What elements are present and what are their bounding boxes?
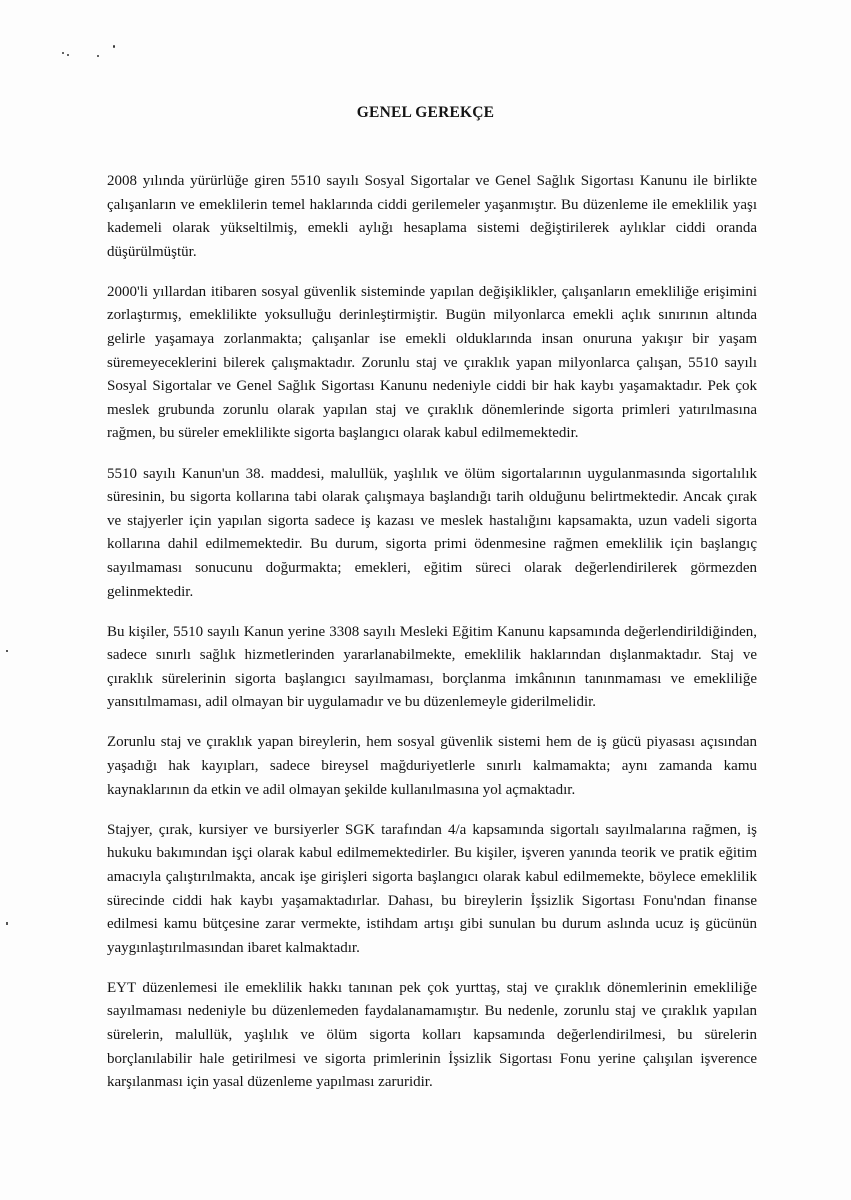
paragraph: 2008 yılında yürürlüğe giren 5510 sayılı Sosyal Sigortalar ve Genel Sağlık Sigortası Kanunu ile birlikte çalışanların ve emeklilerin temel haklarında ciddi gerilemeler yaşanmıştır. Bu düzenleme ile emeklilik yaşı kademeli olarak yükseltilmiş, emekli aylığı hesaplama sistemi değiştirilerek aylıklar ciddi oranda düşürülmüştür.	[107, 173, 757, 260]
paragraph: 2000'li yıllardan itibaren sosyal güvenlik sisteminde yapılan değişiklikler, çalışanların emekliliğe erişimini zorlaştırmış, emeklilikte yoksulluğu derinleştirmiştir. Bugün milyonlarca emekli açlık sınırının altında gelirle yaşamaya zorlanmakta; çalışanlar ise emekli olduklarında insan onuruna yakışır bir yaşam süremeyeceklerini bilerek çalışmaktadır. Zorunlu staj ve çıraklık yapan milyonlarca çalışan, 5510 sayılı Sosyal Sigortalar ve Genel Sağlık Sigortası Kanunu nedeniyle ciddi bir hak kaybı yaşamaktadır. Pek çok meslek grubunda zorunlu olarak yapılan staj ve çıraklık dönemlerinde sigorta primleri yatırılmasına rağmen, bu süreler emeklilikte sigorta başlangıcı olarak kabul edilmemektedir.	[107, 283, 757, 442]
paragraph: Zorunlu staj ve çıraklık yapan bireylerin, hem sosyal güvenlik sistemi hem de iş gücü piyasası açısından yaşadığı hak kayıpları, sadece bireysel mağduriyetlerle sınırlı kalmamakta; aynı zamanda kamu kaynaklarının da etkin ve adil olmayan şekilde kullanılmasına yol açmaktadır.	[107, 734, 757, 798]
paragraph: 5510 sayılı Kanun'un 38. maddesi, malullük, yaşlılık ve ölüm sigortalarının uygulanmasında sigortalılık süresinin, bu sigorta kollarına tabi olarak çalışmaya başlandığı tarih olduğunu belirtmektedir. Ancak çırak ve stajyerler için yapılan sigorta sadece iş kazası ve meslek hastalığını kapsamakta, uzun vadeli sigorta kollarına dahil edilmemektedir. Bu durum, sigorta primi ödenmesine rağmen emeklilik için başlangıç sayılmaması sonucunu doğurmakta; emekleri, eğitim süreci olarak değerlendirilerek görmezden gelinmektedir.	[107, 465, 757, 600]
document-title: GENEL GEREKÇE	[356, 104, 495, 121]
scan-artifacts	[62, 42, 132, 62]
paragraph: EYT düzenlemesi ile emeklilik hakkı tanınan pek çok yurttaş, staj ve çıraklık dönemlerinin emekliliğe sayılmaması nedeniyle bu düzenlemeden faydalanamamıştır. Bu nedenle, zorunlu staj ve çıraklık yapılan sürelerin, malullük, yaşlılık ve ölüm sigorta kolları kapsamında değerlendirilmesi, bu sürelerin borçlanılabilir hale getirilmesi ve sigorta primlerinin İşsizlik Sigortası Fonu yerine çalışılan işverence karşılanması için yasal düzenleme yapılması zaruridir.	[107, 979, 757, 1091]
paragraph: Bu kişiler, 5510 sayılı Kanun yerine 3308 sayılı Mesleki Eğitim Kanunu kapsamında değerlendirildiğinden, sadece sınırlı sağlık hizmetlerinden yararlanabilmekte, emeklilik haklarından dışlanmaktadır. Staj ve çıraklık sürelerinin sigorta başlangıcı sayılmaması, borçlanma imkânının tanınmaması ve emekliliğe yansıtılmaması, adil olmayan bir uygulamadır ve bu düzenlemeyle giderilmelidir.	[107, 623, 757, 711]
scan-edge-mark	[6, 650, 8, 652]
document-body	[107, 170, 757, 1111]
paragraph: Stajyer, çırak, kursiyer ve bursiyerler SGK tarafından 4/a kapsamında sigortalı sayılmalarına rağmen, iş hukuku bakımından işçi olarak kabul edilmemektedirler. Bu kişiler, işveren yanında teorik ve pratik eğitim amacıyla çalıştırılmakta, ancak işe girişleri sigorta başlangıcı olarak kabul edilmemekte, böylece emeklilik sürecinde ciddi hak kaybı yaşamaktadırlar. Dahası, bu bireylerin İşsizlik Sigortası Fonu'ndan finanse edilmesi kamu bütçesine zarar vermekte, istihdam artışı gibi sunulan bu durum aslında ucuz iş gücünün yaygınlaştırılmasından ibaret kalmaktadır.	[107, 821, 757, 956]
scan-edge-mark	[6, 922, 8, 925]
